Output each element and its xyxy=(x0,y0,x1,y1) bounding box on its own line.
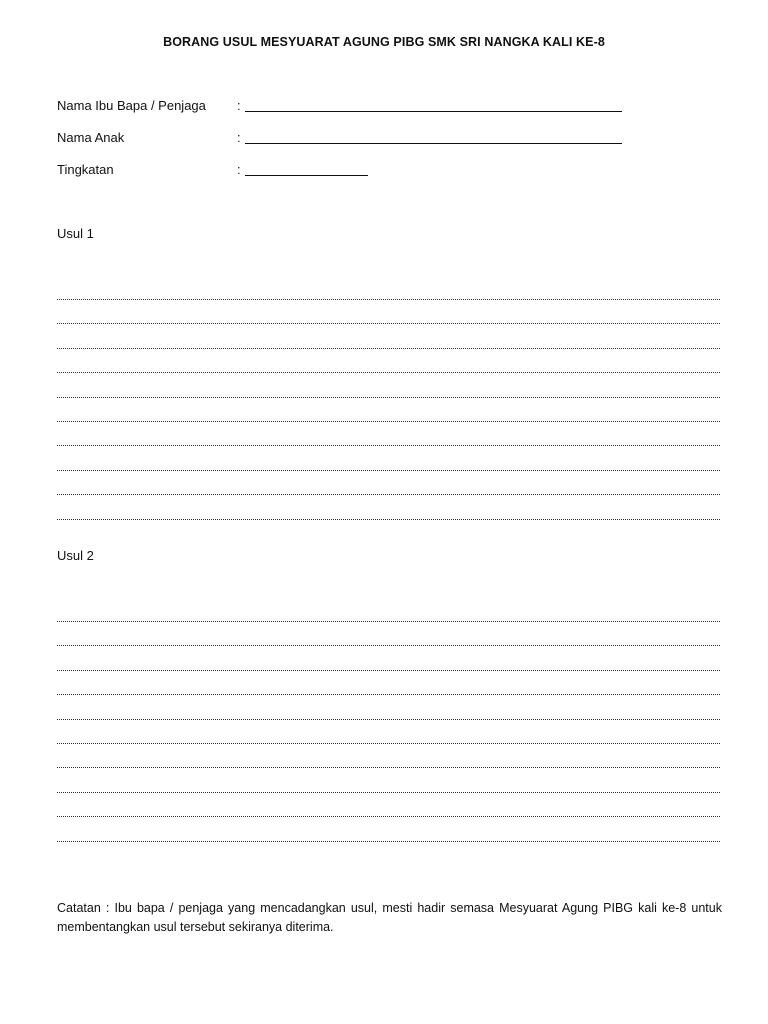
field-label: Nama Anak xyxy=(57,130,125,145)
child-name-input-line[interactable] xyxy=(245,143,622,144)
writing-line[interactable] xyxy=(57,816,720,817)
form-title: BORANG USUL MESYUARAT AGUNG PIBG SMK SRI NANGKA KALI KE-8 xyxy=(163,35,605,49)
section-label-usul-1: Usul 1 xyxy=(57,226,94,241)
writing-line[interactable] xyxy=(57,397,720,398)
field-label: Tingkatan xyxy=(57,162,114,177)
writing-line[interactable] xyxy=(57,348,720,349)
field-separator: : xyxy=(237,162,241,177)
writing-line[interactable] xyxy=(57,323,720,324)
writing-line[interactable] xyxy=(57,299,720,300)
writing-line[interactable] xyxy=(57,767,720,768)
writing-line[interactable] xyxy=(57,719,720,720)
writing-line[interactable] xyxy=(57,621,720,622)
field-label: Nama Ibu Bapa / Penjaga xyxy=(57,98,206,113)
writing-line[interactable] xyxy=(57,519,720,520)
section-label-usul-2: Usul 2 xyxy=(57,548,94,563)
field-separator: : xyxy=(237,98,241,113)
writing-line[interactable] xyxy=(57,445,720,446)
writing-line[interactable] xyxy=(57,841,720,842)
writing-line[interactable] xyxy=(57,421,720,422)
writing-line[interactable] xyxy=(57,743,720,744)
form-note: Catatan : Ibu bapa / penjaga yang mencadangkan usul, mesti hadir semasa Mesyuarat Agung PIBG kali ke-8 untuk membentangkan usul tersebut sekiranya diterima. xyxy=(57,901,722,934)
writing-line[interactable] xyxy=(57,494,720,495)
field-separator: : xyxy=(237,130,241,145)
parent-name-input-line[interactable] xyxy=(245,111,622,112)
writing-line[interactable] xyxy=(57,372,720,373)
writing-line[interactable] xyxy=(57,645,720,646)
writing-line[interactable] xyxy=(57,792,720,793)
writing-line[interactable] xyxy=(57,470,720,471)
writing-line[interactable] xyxy=(57,670,720,671)
form-level-input-line[interactable] xyxy=(245,175,368,176)
writing-line[interactable] xyxy=(57,694,720,695)
